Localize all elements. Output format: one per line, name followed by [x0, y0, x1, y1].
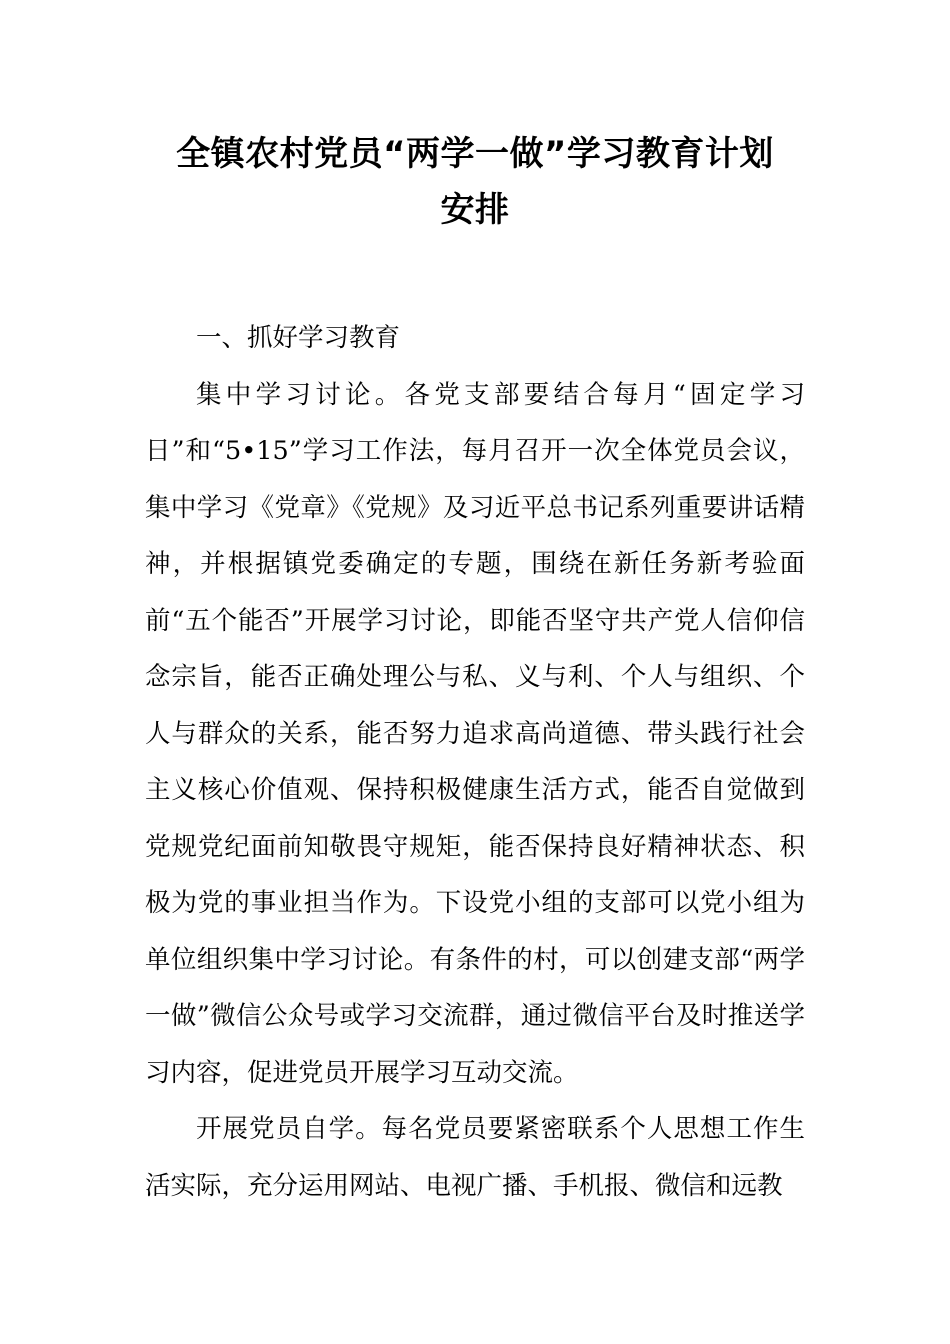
- title-line-1: 全镇农村党员“两学一做”学习教育计划: [176, 134, 774, 174]
- section-heading: 一、抓好学习教育: [196, 323, 401, 353]
- paragraph-collective-study: 集中学习讨论。各党支部要结合每月“固定学习日”和“5•15”学习工作法，每月召开一次全体党员会议，集中学习《党章》《党规》及习近平总书记系列重要讲话精神，并根据镇党委确定的专题，围绕在新任务新考验面前“五个能否”开展学习讨论，即能否坚守共产党人信仰信念宗旨，能否正确处理公与私、义与利、个人与组织、个人与群众的关系，能否努力追求高尚道德、带头践行社会主义核心价值观、保持积极健康生活方式，能否自觉做到党规党纪面前知敬畏守规矩，能否保持良好精神状态、积极为党的事业担当作为。下设党小组的支部可以党小组为单位组织集中学习讨论。有条件的村，可以创建支部“两学一做”微信公众号或学习交流群，通过微信平台及时推送学习内容，促进党员开展学习互动交流。: [145, 379, 805, 1088]
- document-body: [145, 310, 805, 1214]
- document-title: [140, 126, 810, 238]
- paragraph-self-study: 开展党员自学。每名党员要紧密联系个人思想工作生活实际，充分运用网站、电视广播、手机报、微信和远教: [145, 1114, 805, 1201]
- title-line-2: 安排: [440, 190, 510, 230]
